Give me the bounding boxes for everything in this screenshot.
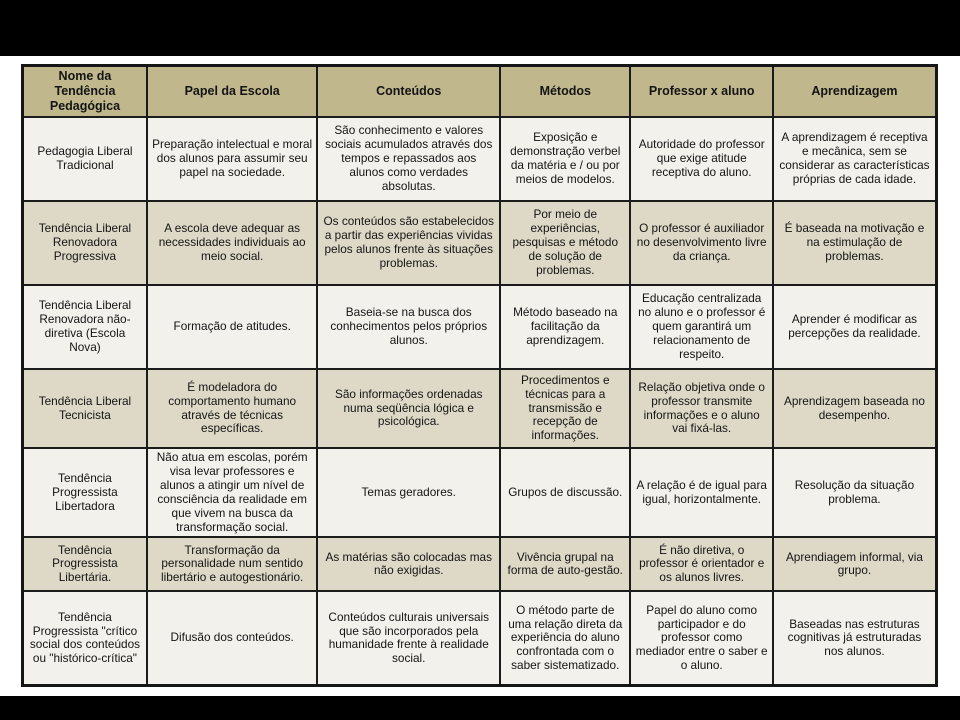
col-header-papel-escola: Papel da Escola bbox=[147, 66, 318, 118]
cell-metodos: Procedimentos e técnicas para a transmissão e recepção de informações. bbox=[500, 369, 630, 448]
cell-tendencia-name: Tendência Liberal Renovadora não-diretiva (Escola Nova) bbox=[23, 285, 147, 369]
table-row bbox=[23, 537, 937, 591]
table-row bbox=[23, 117, 937, 201]
cell-professor-aluno: A relação é de igual para igual, horizontalmente. bbox=[630, 448, 772, 537]
cell-papel-escola: Preparação intelectual e moral dos alunos para assumir seu papel na sociedade. bbox=[147, 117, 318, 201]
cell-aprendizagem: Aprendizagem baseada no desempenho. bbox=[773, 369, 937, 448]
cell-professor-aluno: Autoridade do professor que exige atitude receptiva do aluno. bbox=[630, 117, 772, 201]
cell-tendencia-name: Tendência Progressista "crítico social dos conteúdos ou "histórico-crítica" bbox=[23, 591, 147, 686]
table-row bbox=[23, 201, 937, 285]
table-row bbox=[23, 448, 937, 537]
cell-aprendizagem: Aprender é modificar as percepções da realidade. bbox=[773, 285, 937, 369]
cell-tendencia-name: Tendência Progressista Libertadora bbox=[23, 448, 147, 537]
top-letterbox-bar bbox=[0, 0, 960, 56]
cell-conteudos: Baseia-se na busca dos conhecimentos pelos próprios alunos. bbox=[317, 285, 500, 369]
cell-aprendizagem: Resolução da situação problema. bbox=[773, 448, 937, 537]
cell-metodos: Vivência grupal na forma de auto-gestão. bbox=[500, 537, 630, 591]
cell-tendencia-name: Tendência Progressista Libertária. bbox=[23, 537, 147, 591]
cell-papel-escola: Difusão dos conteúdos. bbox=[147, 591, 318, 686]
cell-metodos: Exposição e demonstração verbel da matéria e / ou por meios de modelos. bbox=[500, 117, 630, 201]
cell-conteudos: São conhecimento e valores sociais acumulados através dos tempos e repassados aos alunos como verdades absolutas. bbox=[317, 117, 500, 201]
cell-tendencia-name: Tendência Liberal Tecnicista bbox=[23, 369, 147, 448]
col-header-aprendizagem: Aprendizagem bbox=[773, 66, 937, 118]
cell-metodos: Por meio de experiências, pesquisas e método de solução de problemas. bbox=[500, 201, 630, 285]
cell-professor-aluno: Educação centralizada no aluno e o professor é quem garantirá um relacionamento de respeito. bbox=[630, 285, 772, 369]
cell-conteudos: Temas geradores. bbox=[317, 448, 500, 537]
pedagogical-tendencies-table bbox=[21, 64, 938, 687]
cell-metodos: O método parte de uma relação direta da experiência do aluno confrontada com o saber sistematizado. bbox=[500, 591, 630, 686]
cell-aprendizagem: Aprendiagem informal, via grupo. bbox=[773, 537, 937, 591]
cell-papel-escola: Não atua em escolas, porém visa levar professores e alunos a atingir um nível de consciência da realidade em que vivem na busca da transformação social. bbox=[147, 448, 318, 537]
cell-conteudos: Conteúdos culturais universais que são incorporados pela humanidade frente à realidade social. bbox=[317, 591, 500, 686]
cell-professor-aluno: Relação objetiva onde o professor transmite informações e o aluno vai fixá-las. bbox=[630, 369, 772, 448]
cell-aprendizagem: É baseada na motivação e na estimulação de problemas. bbox=[773, 201, 937, 285]
cell-papel-escola: A escola deve adequar as necessidades individuais ao meio social. bbox=[147, 201, 318, 285]
table-row bbox=[23, 285, 937, 369]
cell-papel-escola: Transformação da personalidade num sentido libertário e autogestionário. bbox=[147, 537, 318, 591]
cell-conteudos: São informações ordenadas numa seqüência lógica e psicológica. bbox=[317, 369, 500, 448]
col-header-professor-aluno: Professor x aluno bbox=[630, 66, 772, 118]
table-header-row bbox=[23, 66, 937, 118]
cell-professor-aluno: O professor é auxiliador no desenvolvimento livre da criança. bbox=[630, 201, 772, 285]
cell-conteudos: Os conteúdos são estabelecidos a partir das experiências vividas pelos alunos frente às situações problemas. bbox=[317, 201, 500, 285]
col-header-nome-tendencia: Nome da Tendência Pedagógica bbox=[23, 66, 147, 118]
table-row bbox=[23, 369, 937, 448]
bottom-letterbox-bar bbox=[0, 696, 960, 720]
cell-conteudos: As matérias são colocadas mas não exigidas. bbox=[317, 537, 500, 591]
col-header-conteudos: Conteúdos bbox=[317, 66, 500, 118]
cell-professor-aluno: É não diretiva, o professor é orientador e os alunos livres. bbox=[630, 537, 772, 591]
cell-professor-aluno: Papel do aluno como participador e do professor como mediador entre o saber e o aluno. bbox=[630, 591, 772, 686]
cell-metodos: Grupos de discussão. bbox=[500, 448, 630, 537]
cell-tendencia-name: Tendência Liberal Renovadora Progressiva bbox=[23, 201, 147, 285]
cell-papel-escola: Formação de atitudes. bbox=[147, 285, 318, 369]
col-header-metodos: Métodos bbox=[500, 66, 630, 118]
cell-tendencia-name: Pedagogia Liberal Tradicional bbox=[23, 117, 147, 201]
cell-aprendizagem: A aprendizagem é receptiva e mecânica, sem se considerar as características próprias de cada idade. bbox=[773, 117, 937, 201]
table-row bbox=[23, 591, 937, 686]
cell-metodos: Método baseado na facilitação da aprendizagem. bbox=[500, 285, 630, 369]
cell-papel-escola: É modeladora do comportamento humano através de técnicas específicas. bbox=[147, 369, 318, 448]
cell-aprendizagem: Baseadas nas estruturas cognitivas já estruturadas nos alunos. bbox=[773, 591, 937, 686]
